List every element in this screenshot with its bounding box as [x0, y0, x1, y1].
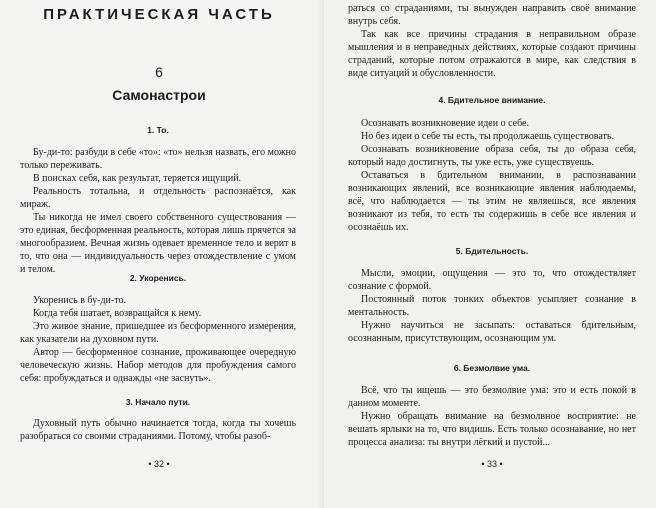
section-heading: 2. Укоренись.	[129, 273, 187, 283]
section-1	[20, 124, 296, 276]
section-heading: 1. То.	[147, 125, 169, 135]
paragraph: Осознавать возникновение образа себя, ты до образа себя, который надо достигнуть, ты уже есть, уже существуешь.	[348, 144, 636, 168]
page-number: • 32 •	[148, 459, 170, 469]
paragraph: раться со страданиями, ты вынужден направить своё внимание внутрь себя.	[348, 3, 636, 27]
left-page	[0, 0, 324, 508]
paragraph: Бу-ди-то: разбуди в себе «то»: «то» нельзя назвать, его можно только переживать.	[20, 147, 296, 171]
paragraph: Осознавать возникновение идеи о себе.	[361, 118, 529, 129]
paragraph: Оставаться в бдительном внимании, в распознавании возникающих явлений, все возникающие явления наблюдаемы, всё, что наблюдается — ты этим не являешься, все явления возникают из тебя, то есть ты содержишь в себе все явления и осознаёшь их.	[348, 170, 636, 233]
section-heading: 6. Безмолвие ума.	[453, 363, 531, 373]
paragraph: Это живое знание, пришедшее из бесформенного измерения, как указатели на духовном пути.	[20, 321, 296, 345]
paragraph: Укоренись в бу-ди-то.	[33, 295, 126, 306]
paragraph: Реальность тотальна, и отдельность распознаётся, как мираж.	[20, 186, 296, 210]
section-4	[348, 94, 636, 234]
right-page	[324, 0, 656, 508]
section-2	[20, 272, 296, 385]
section-heading: 3. Начало пути.	[125, 397, 191, 407]
paragraph: Автор — бесформенное сознание, проживающее очередную человеческую жизнь. Набор методов для пробуждения самого себя: пробуждаться и однажды «не заснуть».	[20, 347, 296, 384]
section-3	[20, 396, 296, 443]
paragraph: Ты никогда не имел своего собственного существования — это единая, бесформенная реальность, которая лишь прячется за многообразием. Вечная жизнь одевает временное тело и верит в то, что она — индивидуальность через отождествление с умом и телом.	[20, 212, 296, 275]
carryover-text	[348, 2, 636, 80]
paragraph: Когда тебя шатает, возвращайся к нему.	[33, 308, 202, 319]
chapter-number: 6	[155, 64, 163, 80]
section-6	[348, 362, 636, 449]
page-number: • 33 •	[481, 459, 503, 469]
chapter-title: Самонастрои	[112, 87, 206, 103]
paragraph: Постоянный поток тонких объектов усыпляет сознание в ментальность.	[348, 294, 636, 318]
paragraph: Нужно обращать внимание на безмолвное восприятие: не вешать ярлыки на то, что видишь. Есть только осознавание, но нет процесса анализа: ты внутри лёгкий и пустой...	[348, 411, 636, 448]
section-heading: 4. Бдительное внимание.	[438, 95, 546, 105]
section-5	[348, 245, 636, 345]
paragraph: В поисках себя, как результат, теряется ищущий.	[33, 173, 242, 184]
paragraph: Всё, что ты ищешь — это безмолвие ума: это и есть покой в данном моменте.	[348, 385, 636, 409]
paragraph: Нужно научиться не засыпать: оставаться бдительным, осознанным, присутствующим, осознающим ум.	[348, 320, 636, 344]
running-head: ПРАКТИЧЕСКАЯ ЧАСТЬ	[43, 6, 275, 23]
paragraph: Духовный путь обычно начинается тогда, когда ты хочешь разобраться со своими страданиями. Потому, чтобы разоб-	[20, 418, 296, 442]
paragraph: Так как все причины страдания в неправильном образе мышления и в неправедных действиях, которые создают причины страданий, которые потом отражаются в мире, как следствия в виде ситуаций и обусловленности.	[348, 29, 636, 79]
paragraph: Но без идеи о себе ты есть, ты продолжаешь существовать.	[361, 131, 614, 142]
section-heading: 5. Бдительность.	[455, 246, 529, 256]
paragraph: Мысли, эмоции, ощущения — это то, что отождествляет сознание с формой.	[348, 268, 636, 292]
